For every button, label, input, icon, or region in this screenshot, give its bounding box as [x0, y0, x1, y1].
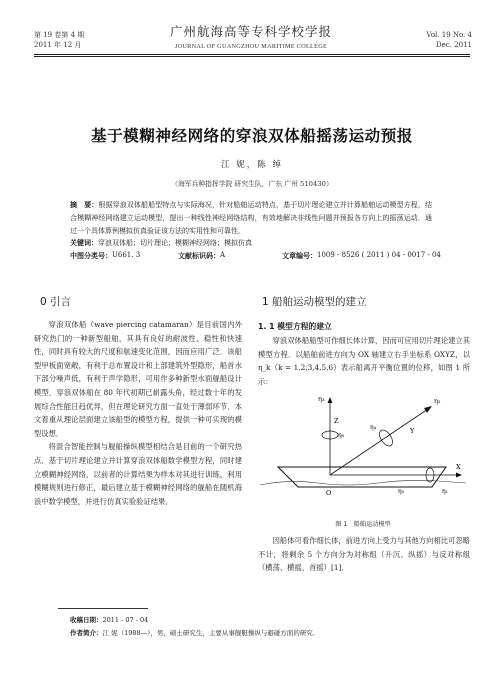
section-1-heading: 1 船舶运动模型的建立: [262, 296, 367, 308]
document-code: [178, 251, 226, 261]
label-eta6: η₆: [338, 432, 344, 439]
article-authors: 江 妮，陈 绰: [221, 160, 283, 170]
author-bio-label: 作者简介：: [70, 629, 103, 637]
section-1-paragraph-1: 穿浪双体船船型可作细长体计算，因而可应用切片理论建立其模型方程．以船舶前进方向为 OX 轴建立右手坐标系 OXYZ，以 η_k（k = 1,2,3,4,5,6）表示船离开平衡位置的位移，如图 1 所示：: [258, 336, 470, 386]
label-origin: O: [326, 489, 332, 497]
article-affiliation: （海军兵种指挥学院 研究生队，广东 广州 510430）: [171, 180, 333, 188]
label-eta4: η₄: [370, 424, 376, 431]
section-0-heading: 0 引言: [40, 296, 72, 308]
doc-label: 文献标识码：: [178, 252, 220, 260]
article-number: [282, 251, 441, 261]
section-0-body: [34, 318, 242, 508]
received-label: 收稿日期：: [70, 616, 103, 624]
section-0-paragraph-2: 将混合智能控制与舰船操纵模型相结合是目前的一个研究热点．基于切片理论建立并计算穿浪双体船数学模型方程，同时建立模糊神经网络，以前者的计算结果为样本对其进行训练，利用模糊规则进行修正，最后建立基于模糊神经网络的舰船在随机海浪中数学模型，并进行仿真实验验证结果．: [34, 442, 242, 506]
label-z: Z: [334, 417, 339, 425]
y-axis: [330, 409, 428, 475]
section-0-paragraph-1: 穿浪双体船（wave piercing catamaran）是目前国内外研究热门的一种新型船舶，其具有良好的耐波性、稳性和快速性，同时具有较大的尺度和航速变化范围，因而应用广泛．该船型甲板面宽敞，有利于总布置设计和上部建筑外型隐形，船首水下部分噪声低，有利于声学隐形，可用作多种新型水面舰船设计模型．穿浪双体船在 80 年代初期已崭露头角，经过数十年的发展综合性能日趋优异，但在理论研究方面一直处于薄弱环节．本文着重从理论层面建立该船型的模型方程，提供一种可实现的模型设想．: [34, 320, 242, 438]
ship-hull: [278, 467, 446, 487]
clc-label: 中图分类号：: [70, 252, 112, 260]
header-volume-block: [34, 30, 84, 50]
subsection-1-1-heading: 1. 1 模型方程的建立: [258, 322, 332, 331]
label-eta3: η₃: [318, 395, 325, 403]
x-axis-arrow: [456, 473, 462, 478]
journal-title-en: JOURNAL OF GUANGZHOU MARITIME COLLEGE: [174, 43, 328, 50]
header-date: 2011 年 12 月: [34, 41, 82, 49]
section-1-paragraph-2: 因船体可看作细长体，前进方向上受力与其他方向相比可忽略不计，将剩余 5 个方向分为对称组（升沉、纵摇）与反对称组（横荡、横摇、首摇）[1]．: [258, 536, 470, 573]
journal-masthead: [120, 22, 382, 50]
footnote-received: [70, 614, 315, 627]
figure-caption: 图 1 船舶运动模型: [335, 521, 391, 528]
section-1-body: [258, 334, 470, 388]
label-y: Y: [410, 427, 415, 435]
y-axis-arrow: [424, 406, 432, 413]
label-x: X: [456, 463, 461, 471]
label-eta5: η₅: [398, 488, 404, 495]
abstract: [70, 199, 432, 238]
article-no-label: 文章编号：: [282, 252, 317, 260]
keywords-text: 穿浪双体船；切片理论；模糊神经网络；模拟仿真: [98, 239, 252, 247]
section-1-after-figure: [258, 534, 470, 575]
clc-value: U661. 3: [112, 251, 141, 259]
keywords: [70, 238, 432, 248]
article-no-value: 1009 - 8526 ( 2011 ) 04 - 0017 - 04: [317, 251, 441, 259]
abstract-text: 根据穿浪双体船船型特点与实际海况，针对船舶运动特点，基于切片理论建立并计算船舶运动模型方程，结合模糊神经网络建立运动模型，提出一种线性神经网络结构，有效地解决非线性问题并预报各方向上的摇荡运动．通过一个具体算例模拟仿真验证该方法的实用性和可靠性．: [70, 201, 433, 235]
z-axis-arrow: [328, 397, 333, 403]
footnote: [70, 614, 315, 640]
clc-number: [70, 251, 141, 261]
journal-title-cn: 广州航海高等专科学校学报: [169, 24, 332, 39]
keywords-label: 关键词：: [70, 239, 98, 247]
received-date: 2011 - 07 - 04: [102, 616, 149, 624]
label-eta2: η₂: [434, 397, 441, 405]
header-rule-thin: [34, 56, 470, 57]
doc-value: A: [220, 251, 226, 259]
header-volume-en: Vol. 19 No. 4: [426, 31, 472, 39]
abstract-label: 摘 要：: [70, 201, 99, 209]
author-bio: 江 妮（1988—），男，硕士研究生，主要从事舰艇操纵与避碰方面的研究.: [102, 629, 315, 637]
header-rule-thick: [34, 54, 470, 55]
header-volume-en-block: [426, 30, 472, 50]
article-title: 基于模糊神经网络的穿浪双体船摇荡运动预报: [90, 127, 413, 145]
label-eta1: η₁: [442, 488, 448, 495]
footnote-rule: [58, 608, 148, 609]
figure-ship-motion-model: [258, 389, 468, 509]
footnote-author: [70, 627, 315, 640]
header-volume: 第 19 卷第 4 期: [34, 31, 85, 39]
header-date-en: Dec. 2011: [436, 41, 472, 49]
pitch-arc: [377, 428, 395, 449]
